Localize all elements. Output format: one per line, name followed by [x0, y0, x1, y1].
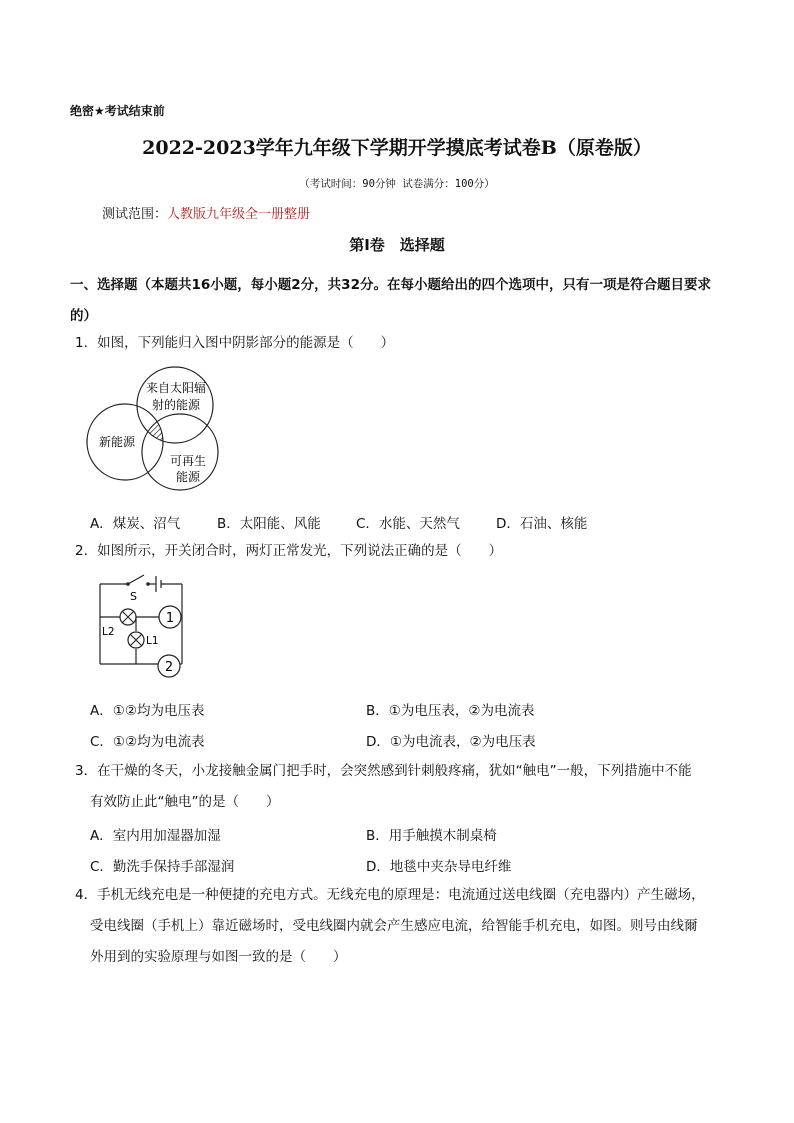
venn-label-solar-1: 来自太阳辐	[145, 381, 207, 395]
question-1-stem: 1．如图，下列能归入图中阴影部分的能源是（ ）	[75, 335, 395, 351]
q3-option-a: A．室内用加湿器加湿	[90, 828, 221, 844]
test-scope-value: 人教版九年级全一册整册	[167, 207, 311, 222]
q1-option-b: B．太阳能、风能	[217, 516, 321, 532]
question-4-stem-line1: 4．手机无线充电是一种便捷的充电方式。无线充电的原理是：电流通过送电线圈（充电器内）产生磁场，	[75, 887, 705, 903]
exam-time-info: （考试时间：90分钟 试卷满分：100分）	[299, 178, 495, 190]
switch-label: S	[130, 590, 137, 603]
venn-label-renewable-2: 能源	[175, 470, 201, 484]
q1-option-a: A．煤炭、沼气	[90, 516, 181, 532]
venn-label-solar-2: 射的能源	[151, 398, 201, 412]
q2-option-c: C．①②均为电流表	[90, 734, 205, 750]
meter-1-label: 1	[165, 611, 175, 626]
question-3-stem-line2: 有效防止此“触电”的是（ ）	[90, 794, 280, 810]
q2-option-a: A．①②均为电压表	[90, 703, 205, 719]
section-instructions: 一、选择题（本题共16小题，每小题2分，共32分。在每小题给出的四个选项中，只有一项是符合题目要求的）	[70, 277, 711, 324]
q2-option-b: B．①为电压表，②为电流表	[366, 703, 535, 719]
q1-option-c: C．水能、天然气	[356, 516, 460, 532]
meter-2-label: 2	[164, 660, 174, 675]
confidential-mark: 绝密★考试结束前	[70, 104, 165, 118]
exam-title: 2022-2023学年九年级下学期开学摸底考试卷B（原卷版）	[142, 137, 652, 159]
question-4-stem-line2: 受电线圈（手机上）靠近磁场时，受电线圈内就会产生感应电流，给智能手机充电，如图。则号由线爾	[90, 918, 698, 934]
lamp-l2	[120, 609, 136, 625]
lamp-l1	[128, 632, 144, 648]
test-scope	[102, 203, 310, 222]
q1-option-d: D．石油、核能	[496, 516, 588, 532]
venn-label-new: 新能源	[98, 435, 136, 449]
test-scope-label: 测试范围：	[102, 207, 168, 222]
venn-label-renewable-1: 可再生	[169, 454, 207, 468]
q2-option-d: D．①为电流表，②为电压表	[366, 734, 536, 750]
circuit-diagram	[94, 570, 194, 685]
q3-option-c: C．勤洗手保持手部湿润	[90, 859, 235, 875]
question-4-stem-line3: 外用到的实验原理与如图一致的是（ ）	[90, 949, 347, 965]
lamp-l2-label: L2	[102, 626, 115, 638]
question-3-stem-line1: 3．在干燥的冬天，小龙接触金属门把手时，会突然感到针刺般疼痛，犹如“触电”一般，下列措施中不能	[75, 763, 692, 779]
part-title: 第Ⅰ卷 选择题	[349, 236, 445, 254]
lamp-l1-label: L1	[146, 635, 159, 647]
venn-diagram	[85, 362, 235, 498]
q3-option-d: D．地毯中夹杂导电纤维	[366, 859, 512, 875]
question-2-stem: 2．如图所示，开关闭合时，两灯正常发光，下列说法正确的是（ ）	[75, 543, 503, 559]
q3-option-b: B．用手触摸木制桌椅	[366, 828, 497, 844]
